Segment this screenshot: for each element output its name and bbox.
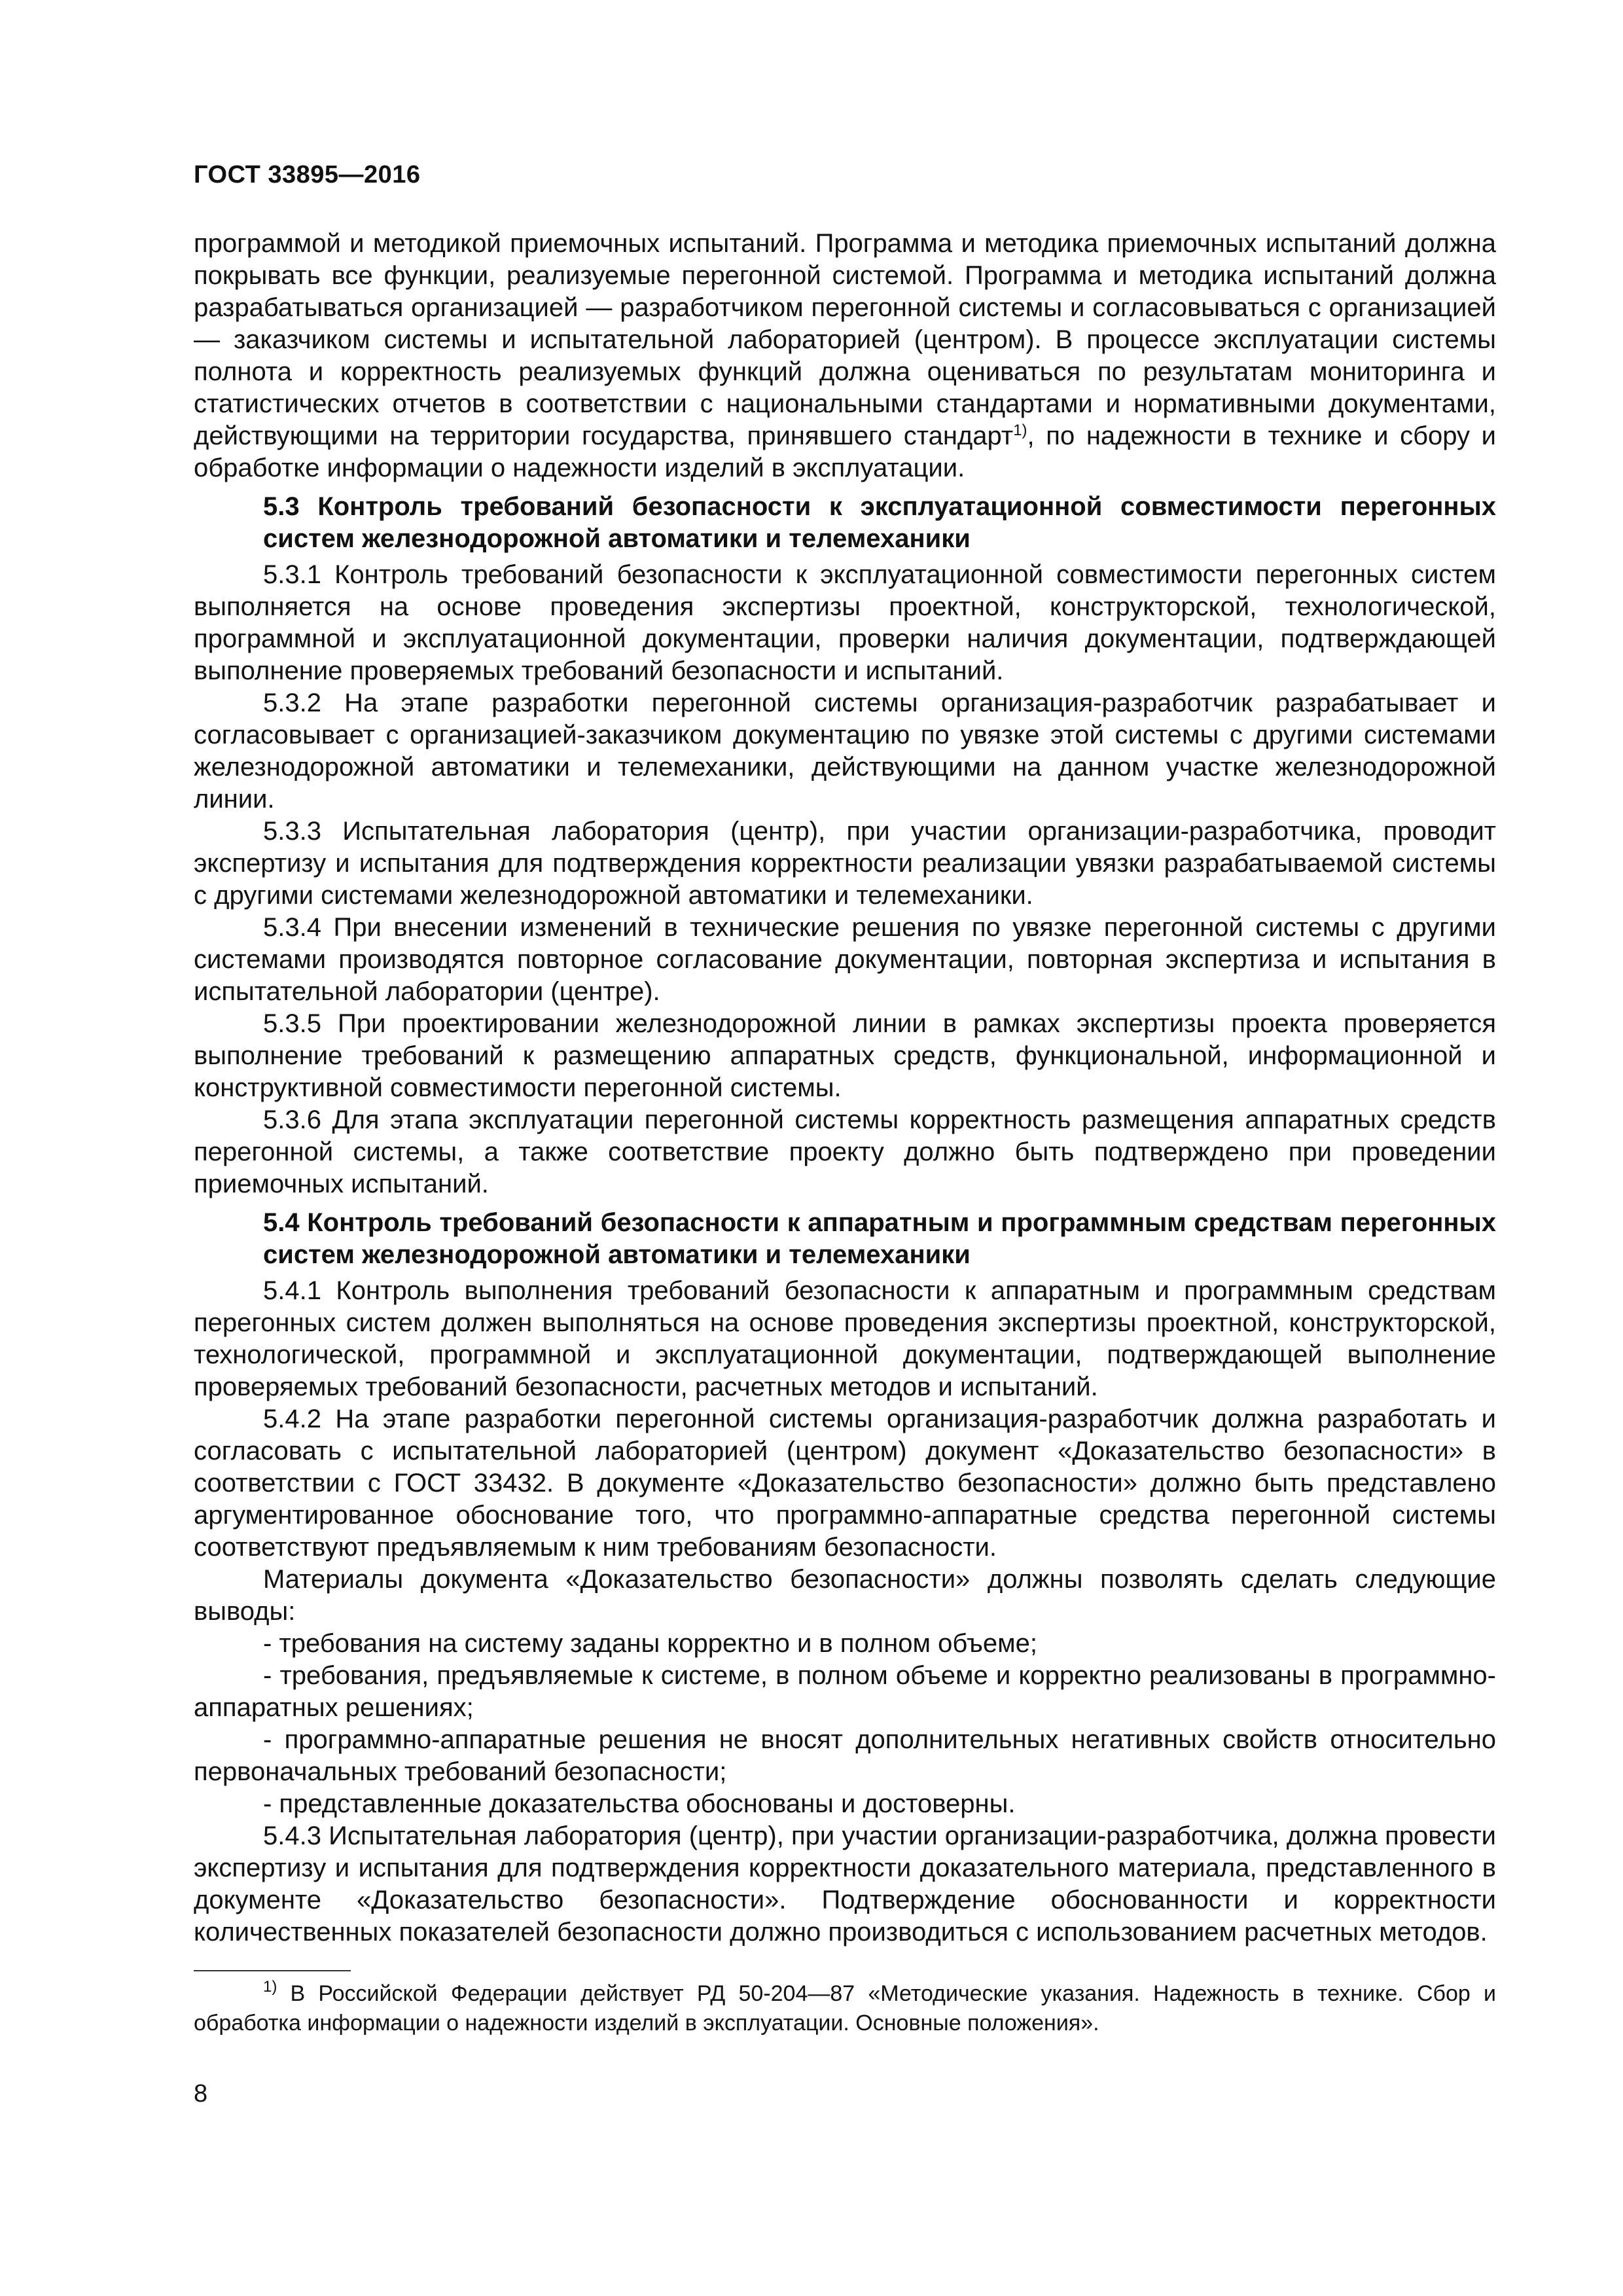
paragraph-text-tail: , по надежности в технике и сбору и обработке информации о надежности изделий в эксплуатации.: [194, 422, 1496, 482]
footnote-marker: 1): [263, 1978, 277, 1996]
paragraph-5-3-1: 5.3.1 Контроль требований безопасности к эксплуатационной совместимости перегонных систем выполняется на основе проведения экспертизы проектной, конструкторской, технологической, программной и эксплуатационной документации, проверки наличия документации, подтверждающей выполнение проверяемых требований безопасности и испытаний.: [194, 560, 1496, 685]
section-heading-5-3: 5.3 Контроль требований безопасности к эксплуатационной совместимости перегонных систем железнодорожной автоматики и телемеханики: [263, 492, 1496, 553]
body-text: [194, 228, 1496, 1948]
paragraph-materials: Материалы документа «Доказательство безопасности» должны позволять сделать следующие выводы:: [194, 1565, 1496, 1626]
paragraph-5-4-3: 5.4.3 Испытательная лаборатория (центр), при участии организации-разработчика, должна провести экспертизу и испытания для подтверждения корректности доказательного материала, представленного в документе «Доказательство безопасности». Подтверждение обоснованности и корректности количественных показателей безопасности должно производиться с использованием расчетных методов.: [194, 1821, 1496, 1946]
paragraph-5-3-6: 5.3.6 Для этапа эксплуатации перегонной системы корректность размещения аппаратных средств перегонной системы, а также соответствие проекту должно быть подтверждено при проведении приемочных испытаний.: [194, 1105, 1496, 1198]
list-item: - требования, предъявляемые к системе, в полном объеме и корректно реализованы в программно-аппаратных решениях;: [194, 1661, 1496, 1722]
paragraph-5-3-3: 5.3.3 Испытательная лаборатория (центр), при участии организации-разработчика, проводит экспертизу и испытания для подтверждения корректности реализации увязки разрабатываемой системы с другими системами железнодорожной автоматики и телемеханики.: [194, 817, 1496, 910]
footnote-reference[interactable]: 1): [1013, 422, 1027, 439]
footnote: [194, 1979, 1496, 2038]
list-item: - представленные доказательства обоснованы и достоверны.: [263, 1789, 1016, 1818]
paragraph-5-3-5: 5.3.5 При проектировании железнодорожной линии в рамках экспертизы проекта проверяется выполнение требований к размещению аппаратных средств, функциональной, информационной и конструктивной совместимости перегонной системы.: [194, 1009, 1496, 1102]
list-item: - программно-аппаратные решения не вносят дополнительных негативных свойств относительно первоначальных требований безопасности;: [194, 1725, 1496, 1786]
paragraph-5-3-4: 5.3.4 При внесении изменений в технические решения по увязке перегонной системы с другими системами производятся повторное согласование документации, повторная экспертиза и испытания в испытательной лаборатории (центре).: [194, 913, 1496, 1006]
paragraph-5-3-2: 5.3.2 На этапе разработки перегонной системы организация-разработчик разрабатывает и согласовывает с организацией-заказчиком документацию по увязке этой системы с другими системами железнодорожной автоматики и телемеханики, действующими на данном участке железнодорожной линии.: [194, 689, 1496, 814]
footnote-divider: [194, 1970, 351, 1971]
paragraph-5-4-2: 5.4.2 На этапе разработки перегонной системы организация-разработчик должна разработать и согласовать с испытательной лабораторией (центром) документ «Доказательство безопасности» в соответствии с ГОСТ 33432. В документе «Доказательство безопасности» должно быть представлено аргументированное обоснование того, что программно-аппаратные средства перегонной системы соответствуют предъявляемым к ним требованиям безопасности.: [194, 1405, 1496, 1562]
standard-header: ГОСТ 33895—2016: [194, 161, 421, 188]
footnote-text: В Российской Федерации действует РД 50-204—87 «Методические указания. Надежность в технике. Сбор и обработка информации о надежности изделий в эксплуатации. Основные положения».: [194, 1981, 1496, 2036]
paragraph-5-4-1: 5.4.1 Контроль выполнения требований безопасности к аппаратным и программным средствам перегонных систем должен выполняться на основе проведения экспертизы проектной, конструкторской, технологической, программной и эксплуатационной документации, подтверждающей выполнение проверяемых требований безопасности, расчетных методов и испытаний.: [194, 1276, 1496, 1401]
section-heading-5-4: 5.4 Контроль требований безопасности к аппаратным и программным средствам перегонных систем железнодорожной автоматики и телемеханики: [263, 1208, 1496, 1269]
page-number: 8: [194, 2080, 208, 2108]
paragraph-continuation: [194, 228, 1496, 484]
footnote-paragraph: [194, 1979, 1496, 2038]
paragraph-text: программой и методикой приемочных испытаний. Программа и методика приемочных испытаний должна покрывать все функции, реализуемые перегонной системой. Программа и методика испытаний должна разрабатываться организацией — разработчиком перегонной системы и согласовываться с организацией — заказчиком системы и испытательной лабораторией (центром). В процессе эксплуатации системы полнота и корректность реализуемых функций должна оцениваться по результатам мониторинга и статистических отчетов в соответствии с национальными стандартами и нормативными документами, действующими на территории государства, принявшего стандарт: [194, 229, 1496, 450]
list-item: - требования на систему заданы корректно и в полном объеме;: [263, 1629, 1038, 1658]
